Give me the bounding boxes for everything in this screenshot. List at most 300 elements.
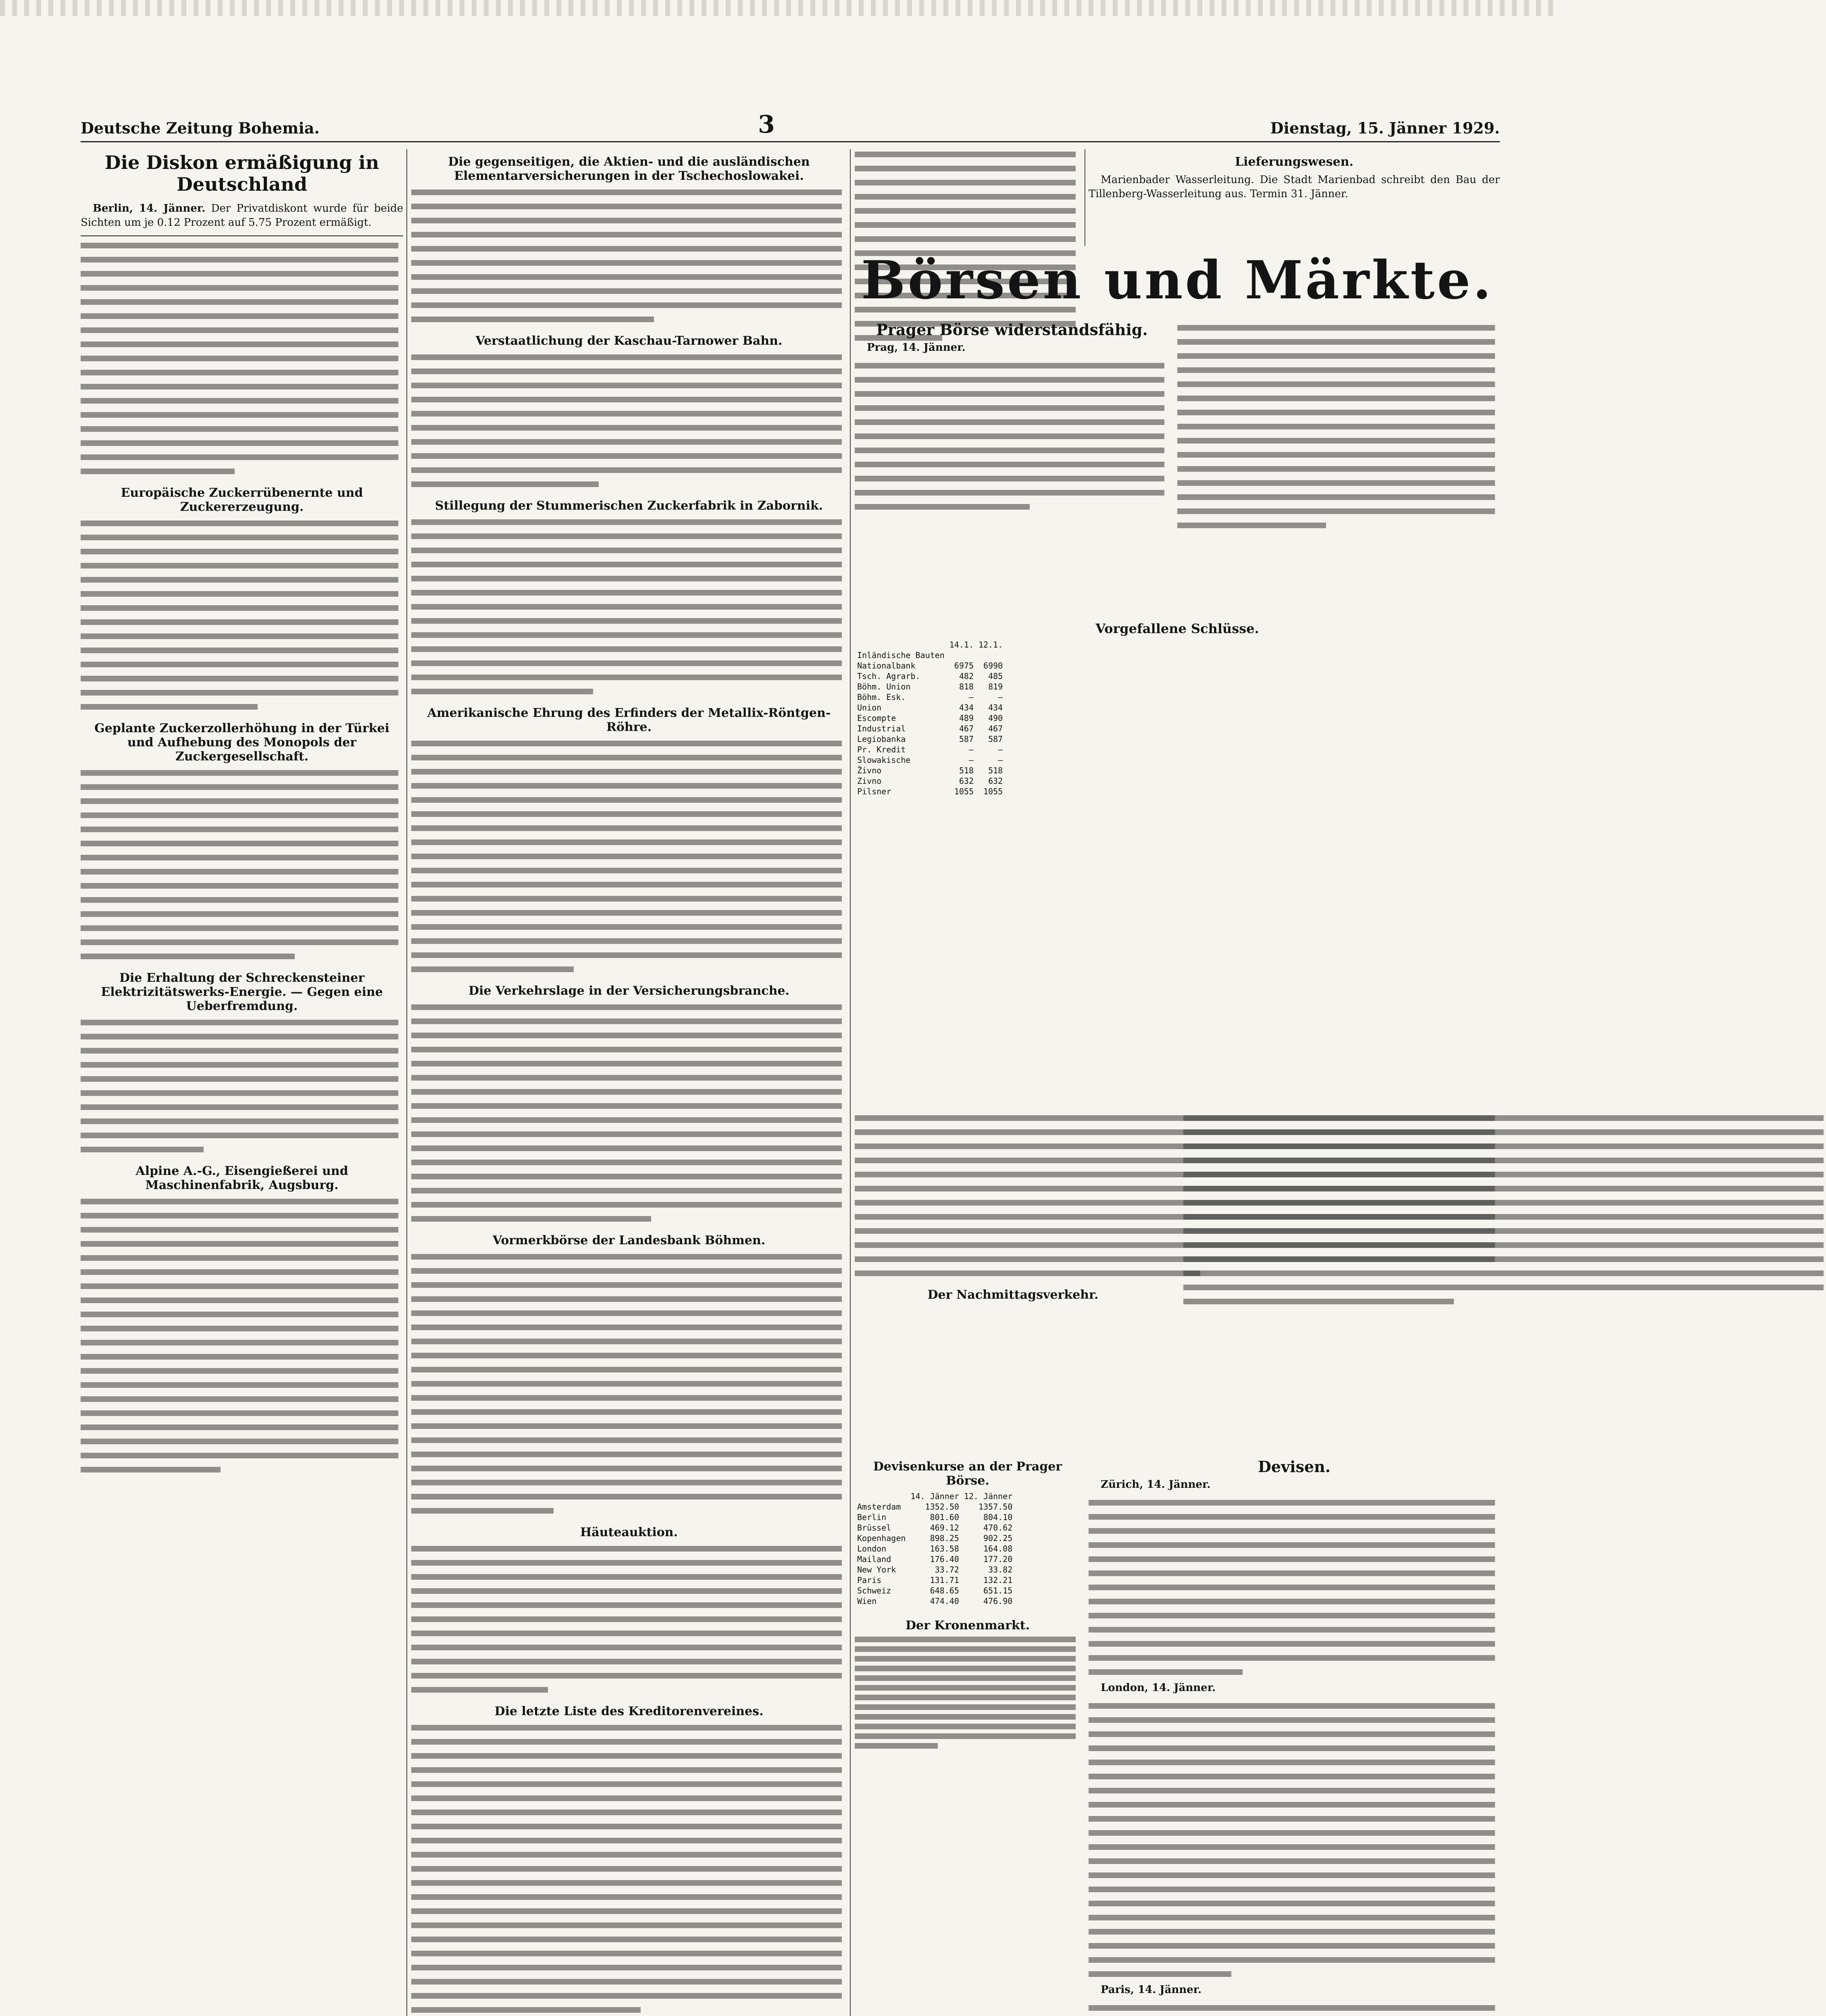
text-line [411, 1339, 842, 1344]
text-line [1089, 1627, 1495, 1633]
text-line [81, 1382, 398, 1388]
body-text-block [81, 768, 403, 965]
text-line [1089, 1703, 1495, 1709]
text-line [1183, 1158, 1824, 1163]
table-cell: 587 [988, 734, 1003, 744]
text-line [81, 1241, 398, 1247]
table-cell: 434 [988, 703, 1003, 712]
table-row [855, 692, 1005, 702]
text-line [855, 476, 1164, 481]
text-line [855, 377, 1164, 383]
text-line [411, 218, 842, 223]
text-line [81, 440, 398, 446]
text-line [411, 632, 842, 638]
text-line [1177, 353, 1495, 359]
table-cell: Nationalbank [857, 661, 916, 671]
text-line [81, 327, 398, 333]
text-line [81, 243, 398, 248]
text-line [411, 1753, 842, 1759]
text-line [411, 204, 842, 209]
text-line [411, 1075, 842, 1081]
table-cell: — [998, 692, 1003, 702]
text-line [81, 1020, 398, 1025]
text-line [81, 690, 398, 696]
text-line [1177, 466, 1495, 472]
text-line [81, 535, 398, 540]
text-line [411, 1951, 842, 1956]
table-cell: 476.90 [983, 1596, 1013, 1606]
text-line [411, 1739, 842, 1745]
table-cell: 434 [959, 703, 974, 712]
text-line [81, 662, 398, 667]
text-line [1089, 1943, 1495, 1949]
table-row [855, 1533, 1015, 1543]
text-line [1089, 1872, 1495, 1878]
city-report [1089, 1681, 1500, 1695]
text-line [1183, 1214, 1824, 1220]
text-line [411, 1103, 842, 1109]
text-line [81, 1354, 398, 1360]
text-line [411, 1353, 842, 1358]
text-line [411, 354, 842, 360]
text-line [411, 1395, 842, 1401]
text-line [1177, 424, 1495, 429]
text-line [411, 1216, 651, 1222]
market-report-right [1177, 323, 1500, 613]
text-line [411, 439, 842, 445]
text-line [855, 448, 1164, 453]
text-line [411, 966, 574, 972]
text-line [411, 882, 842, 887]
text-line [855, 180, 1076, 185]
text-line [411, 825, 842, 831]
text-line [411, 675, 842, 680]
text-line [411, 1616, 842, 1622]
text-line [411, 1908, 842, 1914]
table-cell: 489 [959, 713, 974, 723]
text-line [81, 676, 398, 681]
exchange-reports [855, 1113, 1500, 1452]
foreign-exchange-reports [1089, 1460, 1500, 2016]
text-line [1183, 1143, 1824, 1149]
text-line [1089, 1717, 1495, 1723]
section-subhead: Alpine A.-G., Eisengießerei und Maschinenfabrik, Augsburg. [135, 1164, 348, 1192]
text-line [411, 246, 842, 252]
column-3-top-right [1089, 149, 1500, 246]
text-line [411, 924, 842, 930]
text-line [81, 1467, 221, 1472]
text-line [81, 1048, 398, 1054]
text-line [1183, 1172, 1824, 1177]
text-line [411, 519, 842, 525]
text-line [81, 812, 398, 818]
masthead-title: Deutsche Zeitung Bohemia. [81, 119, 320, 137]
text-line [411, 1922, 842, 1928]
table-row [855, 671, 1005, 681]
body-text-block [855, 149, 1081, 347]
text-line [855, 152, 1076, 157]
text-line [1177, 523, 1326, 528]
text-line [81, 1326, 398, 1331]
text-line [411, 854, 842, 859]
text-line [411, 1546, 842, 1552]
table-header-row [855, 1491, 1015, 1502]
scan-perforation [0, 0, 1559, 16]
text-line [411, 397, 842, 402]
body-text-block [411, 187, 847, 328]
table-cell: Pilsner [857, 787, 891, 796]
market-report-left [855, 323, 1169, 613]
table-cell: New York [857, 1565, 896, 1574]
text-line [81, 1410, 398, 1416]
body-text-block [411, 738, 847, 978]
text-line [411, 1089, 842, 1095]
text-line [411, 938, 842, 944]
issue-date: Dienstag, 15. Jänner 1929. [1270, 119, 1500, 137]
text-line [1089, 1641, 1495, 1647]
table-cell: 6975 [954, 661, 974, 671]
table-body [855, 650, 1005, 797]
text-line [1177, 494, 1495, 500]
text-line [411, 1781, 842, 1787]
text-line [411, 1866, 842, 1872]
text-line [1089, 1745, 1495, 1751]
text-line [411, 232, 842, 237]
text-line [855, 433, 1164, 439]
text-line [411, 1588, 842, 1594]
body-text-block [1089, 1701, 1500, 1983]
text-line [411, 952, 842, 958]
table-cell: Kopenhagen [857, 1533, 906, 1543]
body-text-block [855, 1637, 1081, 1753]
text-line [855, 208, 1076, 214]
table-cell [976, 650, 1005, 660]
text-line [81, 1453, 398, 1458]
text-line [411, 1852, 842, 1858]
table-row [855, 1585, 1015, 1596]
table-cell: London [857, 1544, 887, 1554]
text-line [81, 1062, 398, 1068]
body-text-block [1177, 323, 1500, 534]
text-line [81, 704, 258, 710]
text-line [411, 548, 842, 553]
section-subhead: Europäische Zuckerrübenernte und Zuckererzeugung. [121, 486, 363, 514]
text-line [411, 576, 842, 581]
text-line [81, 954, 295, 959]
text-line [1089, 1585, 1495, 1590]
column-2 [411, 149, 847, 2016]
body-text-block [81, 518, 403, 716]
market-headline: Prager Börse widerstandsfähig. [876, 321, 1148, 339]
dateline: Zürich, 14. Jänner. [1101, 1479, 1211, 1491]
text-line [411, 741, 842, 746]
text-line [1089, 1788, 1495, 1793]
text-line [81, 1213, 398, 1218]
text-line [411, 274, 842, 280]
table-cell: Mailand [857, 1554, 891, 1564]
text-line [1089, 1570, 1495, 1576]
table-header-cell: 14.1. [949, 640, 974, 650]
text-line [855, 1695, 1076, 1700]
table-cell: Amsterdam [857, 1502, 901, 1512]
text-line [411, 369, 842, 374]
text-line [1183, 1200, 1824, 1206]
table-row [855, 744, 1005, 755]
text-line [81, 563, 398, 569]
text-line [1183, 1256, 1824, 1262]
table-row [855, 1522, 1015, 1533]
text-line [81, 1340, 398, 1345]
table-cell [947, 650, 976, 660]
text-line [411, 1480, 842, 1485]
section-subhead: Häuteauktion. [580, 1525, 678, 1539]
text-line [411, 1047, 842, 1052]
text-line [855, 391, 1164, 397]
section-subhead: Devisen. [1258, 1458, 1331, 1476]
table-cell: 651.15 [983, 1586, 1013, 1595]
table-cell: Union [857, 703, 882, 712]
text-line [411, 1202, 842, 1208]
text-line [1089, 1774, 1495, 1779]
table-cell: Paris [857, 1575, 882, 1585]
table-cell: 163.58 [930, 1544, 959, 1554]
table-cell: 33.82 [988, 1565, 1013, 1574]
text-line [411, 1409, 842, 1415]
text-line [411, 302, 842, 308]
table-cell: 176.40 [930, 1554, 959, 1564]
table-cell: Escompte [857, 713, 896, 723]
text-line [1177, 452, 1495, 458]
section-subhead: Der Kronenmarkt. [905, 1618, 1030, 1633]
table-cell: 898.25 [930, 1533, 959, 1543]
table-row [855, 650, 1005, 660]
text-line [855, 1714, 1076, 1720]
text-line [855, 1646, 1076, 1652]
table-header-row [855, 639, 1005, 650]
text-line [411, 467, 842, 473]
text-line [1089, 1599, 1495, 1604]
table-cell: 474.40 [930, 1596, 959, 1606]
table-cell: 470.62 [983, 1523, 1013, 1533]
text-line [411, 868, 842, 873]
text-line [1183, 1228, 1824, 1234]
table-header-cell [855, 639, 947, 650]
table-row [855, 660, 1005, 671]
text-line [411, 411, 842, 417]
table-cell: Brüssel [857, 1523, 891, 1533]
text-line [411, 660, 842, 666]
text-line [411, 618, 842, 624]
page-number: 3 [758, 110, 775, 139]
column-3-top-left [855, 149, 1081, 246]
table-row [855, 723, 1005, 734]
text-line [81, 648, 398, 653]
table-cell: 467 [988, 724, 1003, 733]
text-line [81, 426, 398, 432]
table-title: Devisenkurse an der Prager Börse. [873, 1460, 1062, 1488]
column-1 [81, 149, 403, 2016]
divider [81, 235, 403, 236]
body-text-block [411, 1543, 847, 1699]
text-line [411, 1423, 842, 1429]
body-text-block [855, 1113, 1171, 1282]
text-line [1183, 1186, 1824, 1191]
section-subhead: Geplante Zuckerzollerhöhung in der Türkei und Aufhebung des Monopols der Zuckergesellschaft. [94, 721, 389, 764]
text-line [411, 1602, 842, 1608]
table-cell: Zivno [857, 776, 882, 786]
text-line [1177, 325, 1495, 331]
text-line [81, 1227, 398, 1233]
text-line [411, 604, 842, 610]
text-line [81, 1269, 398, 1275]
table-cell: 587 [959, 734, 974, 744]
text-line [81, 1104, 398, 1110]
text-line [1089, 1731, 1495, 1737]
text-line [855, 236, 1076, 242]
text-line [1183, 1129, 1824, 1135]
body-text-block [411, 517, 847, 700]
text-line [1089, 1816, 1495, 1822]
text-line [1183, 1285, 1824, 1290]
text-line [1089, 1971, 1231, 1977]
text-line [411, 1381, 842, 1387]
text-line [855, 1675, 1076, 1681]
text-line [81, 1297, 398, 1303]
table-cell: 131.71 [930, 1575, 959, 1585]
table-cell: 902.25 [983, 1533, 1013, 1543]
table-cell: Industrial [857, 724, 906, 733]
text-line [855, 1685, 1076, 1691]
table-cell: 518 [959, 766, 974, 775]
dateline: Paris, 14. Jänner. [1101, 1984, 1202, 1996]
table-row [855, 713, 1005, 723]
table-row [855, 776, 1005, 786]
table-cell: Schweiz [857, 1586, 891, 1595]
table-cell: 1352.50 [925, 1502, 959, 1512]
text-line [81, 370, 398, 375]
text-line [1183, 1299, 1454, 1304]
text-line [81, 591, 398, 597]
text-line [1177, 381, 1495, 387]
table-cell: Berlin [857, 1512, 887, 1522]
text-line [1177, 508, 1495, 514]
text-line [855, 1637, 1076, 1642]
text-line [411, 1687, 548, 1693]
table-cell: 132.21 [983, 1575, 1013, 1585]
text-line [411, 1367, 842, 1372]
section-subhead: Der Nachmittagsverkehr. [927, 1288, 1099, 1302]
text-line [411, 190, 842, 195]
text-line [411, 1018, 842, 1024]
table-cell: 485 [988, 671, 1003, 681]
text-line [1089, 1528, 1495, 1534]
text-line [411, 1560, 842, 1566]
text-line [81, 1147, 204, 1152]
text-line [855, 419, 1164, 425]
table-cell: 6990 [983, 661, 1003, 671]
text-line [411, 1310, 842, 1316]
table-cell: 33.72 [935, 1565, 959, 1574]
text-line [411, 481, 599, 487]
text-line [411, 1645, 842, 1650]
text-line [1089, 1901, 1495, 1906]
body-text-block [81, 1017, 403, 1158]
table-cell: 490 [988, 713, 1003, 723]
text-line [1089, 1858, 1495, 1864]
city-report [1089, 1478, 1500, 1492]
quotes-table [855, 639, 1005, 797]
text-line [411, 646, 842, 652]
table-row [855, 1575, 1015, 1585]
text-line [81, 869, 398, 875]
text-line [411, 1254, 842, 1260]
text-line [411, 1160, 842, 1165]
table-cell: Slowakische [857, 755, 911, 765]
text-line [411, 590, 842, 596]
text-line [855, 405, 1164, 411]
text-line [81, 342, 398, 347]
text-line [81, 841, 398, 846]
table-body [855, 1502, 1015, 1606]
table-row [855, 681, 1005, 692]
text-line [411, 1466, 842, 1471]
text-line [411, 425, 842, 431]
text-line [81, 1255, 398, 1261]
section-subhead: Die letzte Liste des Kreditorenvereines. [494, 1704, 764, 1718]
table-cell: 518 [988, 766, 1003, 775]
table-cell: 164.08 [983, 1544, 1013, 1554]
text-line [1089, 1655, 1495, 1661]
section-subhead: Stillegung der Stummerischen Zuckerfabrik in Zabornik. [435, 499, 823, 513]
text-line [411, 1838, 842, 1843]
text-line [411, 383, 842, 388]
text-line [1089, 1514, 1495, 1520]
text-line [81, 633, 398, 639]
text-line [411, 1993, 842, 1999]
text-line [411, 783, 842, 789]
text-line [81, 1425, 398, 1430]
body-text-block [81, 240, 403, 480]
text-line [411, 562, 842, 567]
table-header-cell: 12. Jänner [964, 1491, 1013, 1501]
text-line [1183, 1270, 1824, 1276]
body-text-block [1089, 2003, 1500, 2016]
text-line [81, 1034, 398, 1039]
text-line [855, 194, 1076, 200]
table-row [855, 1502, 1015, 1512]
table-cell: Böhm. Union [857, 682, 911, 691]
text-line [411, 1145, 842, 1151]
text-line [81, 911, 398, 917]
text-line [81, 1283, 398, 1289]
text-line [411, 1325, 842, 1330]
text-line [411, 811, 842, 817]
text-line [81, 1133, 398, 1138]
table-row [855, 1554, 1015, 1564]
text-line [411, 1795, 842, 1801]
text-line [81, 897, 398, 903]
closing-prices [855, 621, 1500, 797]
table-cell: 818 [959, 682, 974, 691]
text-line [411, 1574, 842, 1580]
article-headline: Die Diskon ermäßigung in Deutschland [104, 152, 379, 195]
table-cell: Tsch. Agrarb. [857, 671, 920, 681]
table-cell: 1055 [983, 787, 1003, 796]
text-line [81, 285, 398, 291]
text-line [411, 1810, 842, 1815]
text-line [81, 883, 398, 889]
text-line [81, 939, 398, 945]
